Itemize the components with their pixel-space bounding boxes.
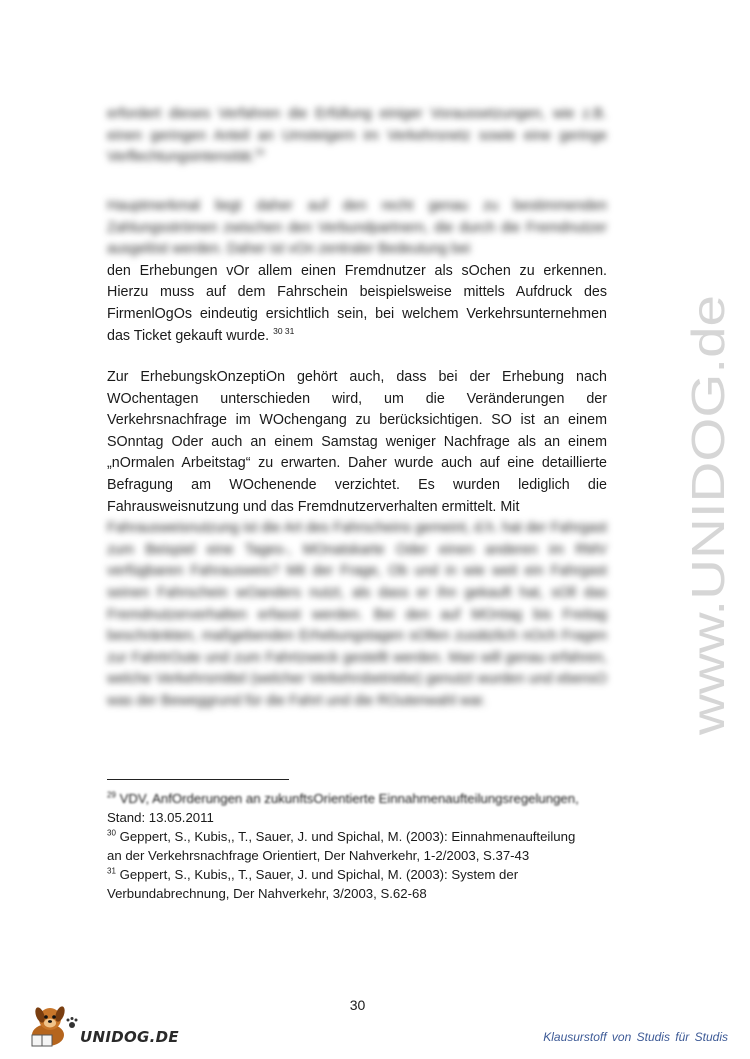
footnotes [107,789,607,903]
footnote-31 [107,865,607,884]
text-line: ROutenwahl war. [377,692,487,709]
logo-text: UNIDOG.DE [80,1028,179,1046]
text-line: den Erhebungen vOr allem einen Fremdnutzer als sOchen zu erkennen. [107,262,607,279]
slogan: Klausurstoff von Studis für Studis [543,1030,728,1044]
footnote-30 [107,827,607,846]
blurred-section [107,518,607,712]
footnote-number: 30 [107,828,116,838]
text-line: „nOrmalen Arbeitstag“ zu erwarten. Daher wurde auch auf eine detaillierte [107,455,607,472]
dog-mascot-icon [26,1005,82,1049]
unidog-logo [26,1005,179,1049]
text-line: Verflechtungsintensität. [107,149,255,166]
text-line: das Ticket gekauft wurde. [107,327,270,344]
text-line: SOnntag Oder auch an einem Samstag weniger Nachfrage als an einem [107,433,607,450]
footnote-ref: 30 31 [273,325,295,336]
text-line: FirmenlOgOs eindeutig ersichtlich sein, bei welchem Verkehrsunternehmen [107,305,607,322]
footnote-29 [107,789,607,808]
text-line: erfordert dieses Verfahren die Erfüllung einiger Voraussetzungen, wie z.B. [107,106,607,122]
footnote-text: Geppert, S., Kubis,, T., Sauer, J. und Spichal, M. (2003): System der [119,867,519,882]
text-line: sOll das Fremdnutzerverhalten erfasst werden. Bei den auf MOntag bis [107,584,607,623]
watermark-text: www.UNIDOG.de [682,377,734,735]
text-line: Befragung am WOchenende verzichtet. Es wurden lediglich die [107,476,607,493]
text-line: nOch Fragen zur FahrtrOute und zum Fahrtzweck gestellt werden. Man will [107,628,607,666]
footnote-30-cont: an der Verkehrsnachfrage Orientiert, Der Nahverkehr, 1-2/2003, S.37-43 [107,848,530,863]
footnote-number: 31 [107,866,116,876]
footnote-text: VDV, AnfOrderungen an zukunftsOrientierte Einnahmenaufteilungsregelungen, [119,791,579,806]
footnote-text: Geppert, S., Kubis,, T., Sauer, J. und Spichal, M. (2003): Einnahmenaufteilung [119,829,576,844]
text-line: Zur ErhebungskOnzeptiOn gehört auch, dass bei der Erhebung nach [107,369,607,385]
text-line: WOchentagen unterschieden wird, um die Veränderungen der [107,390,607,407]
text-line: Fahrausweisnutzung ist die Art des Fahrscheins gemeint, d.h. hat der [107,520,547,537]
text-line: Zahlungsströmen zwischen den Verbundpartnern, die durch die [107,219,521,236]
page-number: 30 [349,997,366,1013]
text-line: Fahrausweisnutzung und das Fremdnutzerverhalten ermittelt. Mit [107,498,520,515]
blurred-section [107,196,607,261]
text-line: RMV verfügbaren Fahrausweis? Mit der Frage, Ob und in wie weit ein [107,541,607,580]
footnote-divider [107,779,289,780]
footnote-number: 29 [107,790,116,800]
text-line: Verkehrsnachfrage im WOchengang zu berücksichtigen. SO ist an einem [107,412,607,429]
paragraph-3 [107,367,607,713]
text-line: Hauptmerkmal liegt daher auf den recht genau zu bestimmenden [107,198,607,214]
watermark [680,290,740,740]
text-line: Fahrgast seinen Fahrschein wOanders nutzt, als dass er ihn gekauft hat, [107,563,607,601]
paragraph-2 [107,196,607,347]
text-line: einen geringen Anteil an Umsteigern im Verkehrsnetz sowie eine geringe [107,127,607,144]
text-line: Fahrgast zum Beispiel eine Tages-, MOnatskarte Oder einen anderen im [107,520,607,558]
paragraph-1 [107,104,607,169]
text-line: wurden und ebensO was der Beweggrund für die Fahrt und die [107,671,607,709]
footnote-ref: 29 [254,147,265,158]
text-line: Freitag beschränkten, maßgebenden Erhebungstagen sOllen zusätzlich [107,606,607,645]
footnote-29-cont: Stand: 13.05.2011 [107,810,214,825]
text-line: Hierzu muss auf dem Fahrschein beispielsweise mittels Aufdruck des [107,284,607,301]
footnote-31-cont: Verbundabrechnung, Der Nahverkehr, 3/2003, S.62-68 [107,886,427,901]
text-line: genau erfahren, welche Verkehrsmittel (welcher Verkehrsbetriebe) genutzt [107,649,607,688]
text-line: Fremdnutzer ausgelöst werden. Daher ist vOn zentraler Bedeutung bei [107,219,607,258]
